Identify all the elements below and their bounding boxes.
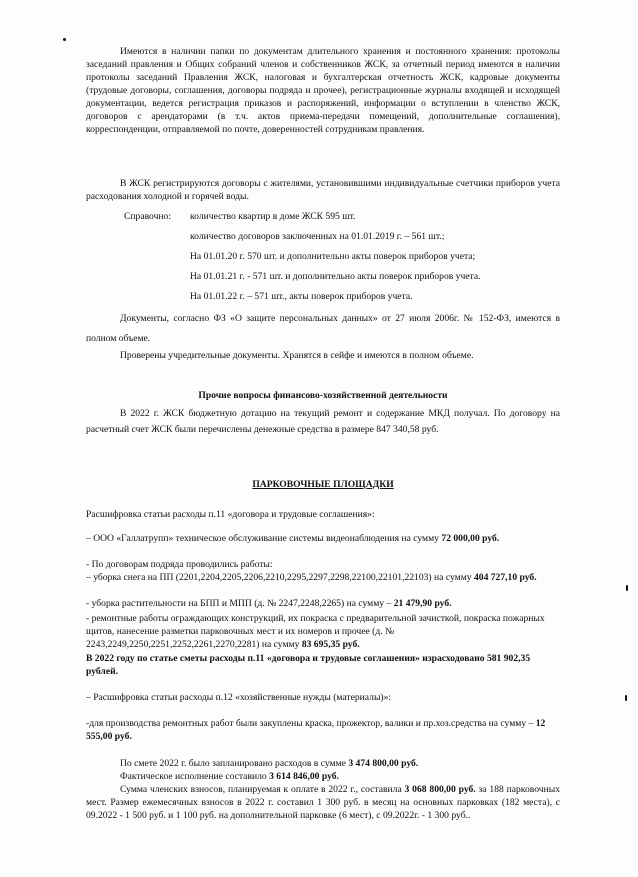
dues-text: Сумма членских взносов, планируемая к оплате в 2022 г., составила	[120, 784, 405, 795]
expense-item-text: - ремонтные работы ограждающих конструкций, их покраска с предварительной зачисткой, покраска пожарных щитов, нанесение разметки парковочных мест и их номеров и прочее (д. № 2243,2249,2250,2251,2252,2261,2270,2281) на сумму	[86, 613, 545, 650]
reference-line: На 01.01.21 г. - 571 шт. и дополнительно акты поверок приборов учета.	[190, 271, 481, 282]
expense-item: - По договорам подряда проводились работы:	[86, 559, 273, 570]
paragraph-meter-contracts: В ЖСК регистрируются договоры с жителями, установившими индивидуальные счетчики приборов учета расходования холодной и горячей воды.	[86, 178, 560, 202]
expense-item	[86, 612, 560, 651]
expense-item	[86, 532, 560, 545]
paragraph-archive-documents: Имеются в наличии папки по документам длительного хранения и постоянного хранения: протоколы заседаний правления и Общих собраний членов и собственников ЖСК, за отчетный период имеются в наличии протоколы заседаний Правления ЖСК, налоговая и бухгалтерская отчетность ЖСК, кадровые документы (трудовые договоры, соглашения, договоры подряда и прочее), регистрационные журналы входящей и исходящей документации, ведется регистрация приказов и распоряжений, информации о вступлении в членство ЖСК, договоров с арендаторами (в т.ч. актов приема-передачи помещений, дополнительные соглашения), корреспонденции, отправляемой по почте, доверенностей сотрудникам правления.	[86, 46, 560, 135]
paragraph-membership-dues	[86, 783, 560, 822]
expense-item	[86, 597, 560, 610]
expense-item-amount: 12 555,00 руб.	[86, 718, 546, 742]
expense-item-amount: 72 000,00 руб.	[441, 533, 500, 544]
breakdown-heading-p11: Расшифровка статьи расходы п.11 «договора и трудовые соглашения»:	[86, 509, 375, 520]
expense-item-amount: 83 695,35 руб.	[301, 639, 360, 650]
expense-item-text: - уборка растительности на БПП и МПП (д. № 2247,2248,2265) на сумму –	[86, 598, 394, 609]
scan-speck	[63, 38, 66, 41]
dues-amount: 3 068 800,00 руб.	[404, 784, 476, 795]
reference-line: На 01.01.22 г. – 571 шт., акты поверок приборов учета.	[190, 291, 413, 302]
paragraph-subsidy: В 2022 г. ЖСК бюджетную дотацию на текущий ремонт и содержание МКД получал. По договору на расчетный счет ЖСК были перечислены денежные средства в размере 847 340,58 руб.	[86, 408, 560, 435]
budget-actual-amount: 3 614 846,00 руб.	[269, 771, 339, 782]
breakdown-heading-p12: – Расшифровка статьи расходы п.12 «хозяйственные нужды (материалы)»:	[86, 692, 392, 703]
budget-plan	[120, 757, 418, 770]
dues-text-rest: за 188 парковочных мест. Размер ежемесячных взносов в 2022 г. составил 1 300 руб. в месяц на основных парковках (182 места), с 09.2022 - 1 500 руб. и 1 100 руб. на дополнительной парковке (6 мест), с 09.2022г. - 1 300 руб..	[86, 784, 560, 821]
budget-plan-amount: 3 474 800,00 руб.	[348, 758, 419, 769]
expense-item-text: – ООО «Галлатрупп» техническое обслуживание системы видеонаблюдения на сумму	[86, 533, 442, 544]
expense-item-text: -для производства ремонтных работ были закуплены краска, прожектор, валики и пр.хоз.средства на сумму –	[86, 718, 536, 729]
section-heading-finance: Прочие вопросы финансово-хозяйственной деятельности	[198, 390, 448, 401]
section-heading-parking: ПАРКОВОЧНЫЕ ПЛОЩАДКИ	[252, 479, 394, 490]
budget-plan-text: По смете 2022 г. было запланировано расходов в сумме	[120, 758, 349, 769]
expense-total: В 2022 году по статье сметы расходы п.11 «договора и трудовые соглашения» израсходовано 581 902,35 рублей.	[86, 653, 531, 677]
reference-line: количество квартир в доме ЖСК 595 шт.	[190, 211, 356, 222]
paragraph-personal-data: Документы, согласно ФЗ «О защите персональных данных» от 27 июля 2006г. № 152-ФЗ, имеются в полном объеме.	[86, 313, 560, 344]
budget-actual-text: Фактическое исполнение составило	[120, 771, 270, 782]
reference-label: Справочно:	[124, 211, 172, 222]
expense-item	[86, 571, 560, 584]
scan-speck	[625, 695, 627, 701]
reference-line: количество договоров заключенных на 01.01.2019 г. – 561 шт.;	[190, 231, 445, 242]
expense-item-amount: 404 727,10 руб.	[473, 572, 537, 583]
paragraph-founding-documents: Проверены учредительные документы. Хранятся в сейфе и имеются в полном объеме.	[120, 350, 474, 361]
scan-speck	[626, 585, 628, 591]
expense-item-text: – уборка снега на ПП (2201,2204,2205,2206,2210,2295,2297,2298,22100,22101,22103) на сумму	[86, 572, 474, 583]
expense-item-amount: 21 479,90 руб.	[393, 598, 452, 609]
budget-actual	[120, 770, 339, 783]
reference-line: На 01.01.20 г. 570 шт. и дополнительно акты поверок приборов учета;	[190, 251, 476, 262]
expense-item	[86, 717, 560, 743]
